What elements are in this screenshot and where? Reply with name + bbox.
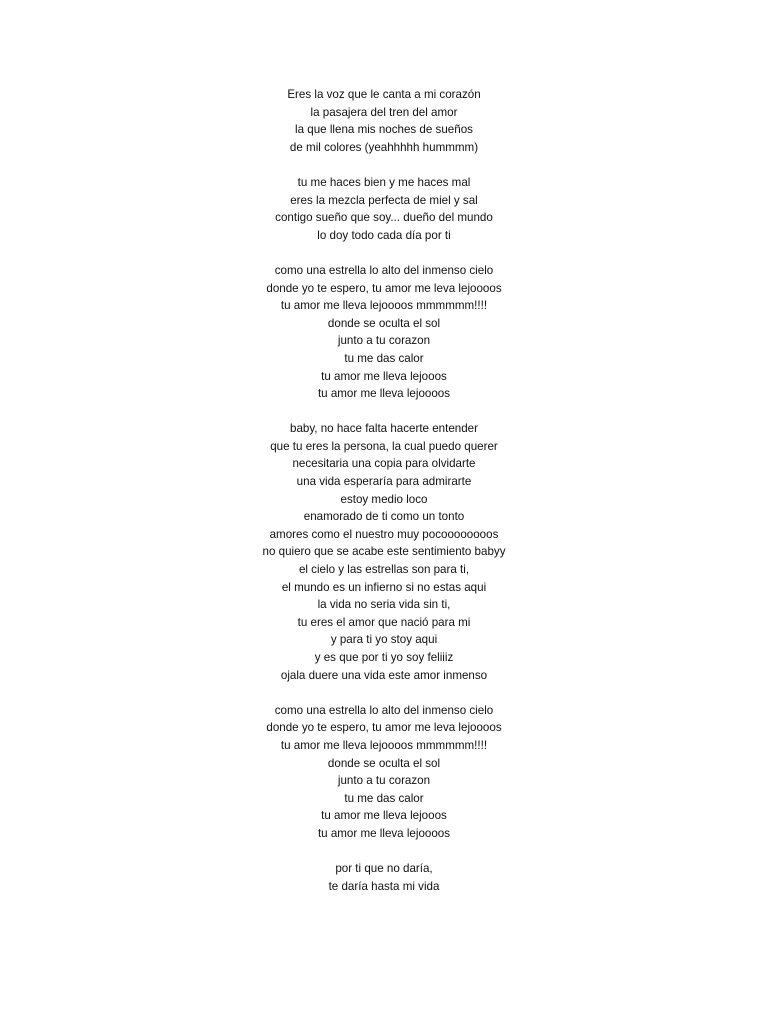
lyric-line: por ti que no daría, (335, 862, 433, 876)
lyric-line: tu amor me lleva lejoooos mmmmmm!!!! (280, 299, 488, 313)
stanza (0, 420, 768, 684)
lyric-line: eres la mezcla perfecta de miel y sal (290, 193, 478, 207)
lyric-line: como una estrella lo alto del inmenso cielo (274, 263, 494, 277)
stanza (0, 860, 768, 895)
lyric-line: y es que por ti yo soy feliiiz (314, 651, 454, 664)
stanza (0, 262, 768, 403)
lyric-line: tu amor me lleva lejoooos (317, 387, 451, 401)
lyric-line: ojala duere una vida este amor inmenso (280, 668, 488, 682)
lyrics-page (0, 86, 768, 913)
lyric-line: la vida no seria vida sin ti, (317, 598, 451, 612)
lyric-line: tu amor me lleva lejooos (321, 369, 447, 383)
lyric-line: baby, no hace falta hacerte entender (290, 422, 478, 436)
lyric-line: amores como el nuestro muy pocoooooooos (269, 527, 499, 541)
lyric-line: tu me haces bien y me haces mal (297, 175, 471, 189)
lyric-line: te daría hasta mi vida (328, 879, 440, 893)
stanza (0, 702, 768, 843)
lyric-line: tu amor me lleva lejoooos mmmmmm!!!! (280, 738, 488, 752)
lyric-line: no quiero que se acabe este sentimiento babyy (262, 545, 506, 559)
lyric-line: y para ti yo stoy aqui (330, 633, 438, 647)
lyric-line: necesitaria una copia para olvidarte (292, 457, 476, 471)
lyric-line: Eres la voz que le canta a mi corazón (287, 88, 481, 101)
lyric-line: tu me das calor (344, 351, 424, 365)
lyric-line: junto a tu corazon (337, 334, 431, 348)
lyric-line: lo doy todo cada día por ti (317, 228, 451, 242)
lyric-line: de mil colores (yeahhhhh hummmm) (289, 140, 479, 154)
lyric-line: contigo sueño que soy... dueño del mundo (275, 211, 493, 225)
lyric-line: que tu eres la persona, la cual puedo querer (270, 439, 498, 453)
lyric-line: enamorado de ti como un tonto (303, 510, 465, 524)
lyric-line: donde se oculta el sol (327, 756, 441, 770)
lyric-line: donde yo te espero, tu amor me leva lejoooos (266, 721, 502, 735)
stanza (0, 86, 768, 156)
lyric-line: una vida esperaría para admirarte (296, 475, 472, 489)
lyric-line: junto a tu corazon (337, 774, 431, 788)
lyric-line: el cielo y las estrellas son para ti, (298, 563, 470, 577)
lyric-line: donde yo te espero, tu amor me leva lejoooos (266, 281, 502, 295)
lyric-line: tu me das calor (344, 791, 424, 805)
lyric-line: estoy medio loco (340, 492, 428, 506)
lyric-line: la que llena mis noches de sueños (295, 123, 473, 137)
lyric-line: tu eres el amor que nació para mi (297, 615, 471, 629)
lyric-line: el mundo es un infierno si no estas aqui (281, 580, 487, 594)
lyric-line: la pasajera del tren del amor (310, 105, 458, 119)
lyric-line: tu amor me lleva lejooos (321, 809, 447, 823)
lyric-line: donde se oculta el sol (327, 316, 441, 330)
lyric-line: como una estrella lo alto del inmenso cielo (274, 703, 494, 717)
stanza (0, 174, 768, 244)
lyric-line: tu amor me lleva lejoooos (317, 826, 451, 840)
